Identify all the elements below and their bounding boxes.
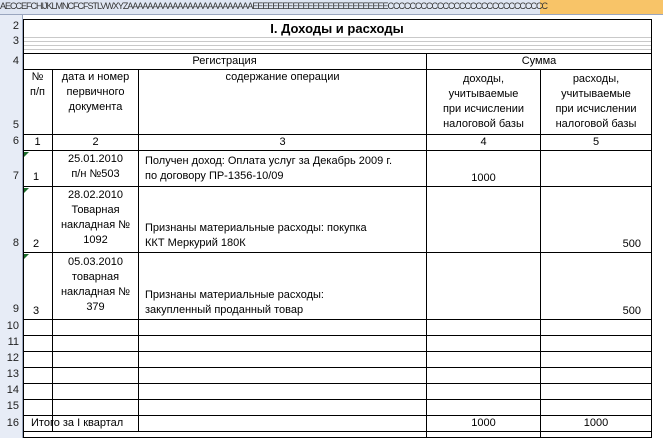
comment-marker — [24, 188, 29, 193]
row-number[interactable]: 13 — [6, 368, 19, 380]
row-number[interactable]: 3 — [12, 35, 19, 47]
registration-group-header[interactable]: Регистрация — [192, 55, 257, 67]
section-title[interactable]: I. Доходы и расходы — [270, 21, 404, 36]
total-expense[interactable]: 1000 — [583, 417, 609, 429]
table-cell[interactable]: 25.01.2010 п/н №503 — [67, 153, 124, 180]
column-letters: AECCEFCHIJKLMNCFCFSTLVWXYZAAAAAAAAAAAAAAAAAAAAAAAAAEEEEEEEEEEEEEEEEEEEEEEEEEEECCCCCCCCCCCCCCCCCCCCCCCCCCCCC — [0, 1, 547, 11]
row-number[interactable]: 5 — [12, 119, 19, 131]
income-header[interactable]: доходы, учитываемые при исчислении налоговой базы — [442, 73, 525, 130]
row-number[interactable]: 2 — [12, 20, 19, 32]
total-income[interactable]: 1000 — [471, 417, 496, 429]
row-number[interactable]: 6 — [12, 135, 19, 147]
spreadsheet-grid[interactable] — [23, 15, 663, 438]
num-header[interactable]: № п/п — [30, 71, 45, 98]
comment-marker — [24, 254, 29, 259]
table-cell[interactable]: 1000 — [471, 172, 496, 184]
content-header[interactable]: содержание операции — [225, 71, 340, 83]
column-header-bar[interactable] — [0, 0, 663, 15]
col-number[interactable]: 3 — [279, 136, 286, 148]
table-cell[interactable]: Признаны материальные расходы: покупка ККТ Меркурий 180К — [145, 222, 367, 249]
row-number[interactable]: 7 — [12, 170, 19, 182]
expense-header[interactable]: расходы, учитываемые при исчислении налоговой базы — [555, 73, 637, 130]
sum-group-header[interactable]: Сумма — [521, 55, 557, 67]
row-number[interactable]: 8 — [12, 237, 19, 249]
row-number[interactable]: 10 — [6, 320, 19, 332]
date-doc-header[interactable]: дата и номер первичного документа — [61, 71, 130, 113]
table-cell[interactable]: 3 — [33, 305, 40, 317]
total-label[interactable]: Итого за I квартал — [31, 417, 124, 429]
row-number[interactable]: 11 — [7, 336, 19, 348]
col-number[interactable]: 2 — [92, 136, 99, 148]
table-cell[interactable]: 05.03.2010 товарная накладная № 379 — [60, 256, 131, 313]
table-cell[interactable]: Получен доход: Оплата услуг за Декабрь 2009 г. по договору ПР-1356-10/09 — [145, 155, 393, 182]
col-number[interactable]: 5 — [592, 136, 600, 148]
col-number[interactable]: 4 — [480, 136, 487, 148]
table-cell[interactable]: Признаны материальные расходы: закупленный проданный товар — [145, 289, 324, 316]
table-cell[interactable]: 28.02.2010 Товарная накладная № 1092 — [60, 189, 131, 246]
table-cell[interactable]: 500 — [622, 238, 641, 250]
row-number[interactable]: 12 — [6, 352, 19, 364]
table-cell[interactable]: 1 — [33, 171, 40, 183]
row-number[interactable]: 14 — [6, 384, 19, 396]
row-number[interactable]: 9 — [12, 303, 19, 315]
row-header-bar[interactable] — [0, 15, 23, 438]
comment-marker — [24, 152, 29, 157]
row-number[interactable]: 16 — [6, 417, 19, 429]
col-number[interactable]: 1 — [34, 136, 41, 148]
selected-columns-highlight — [540, 0, 663, 14]
table-cell[interactable]: 500 — [622, 305, 641, 317]
row-number[interactable]: 4 — [12, 55, 19, 67]
row-number[interactable]: 15 — [6, 400, 19, 412]
table-cell[interactable]: 2 — [33, 238, 40, 250]
